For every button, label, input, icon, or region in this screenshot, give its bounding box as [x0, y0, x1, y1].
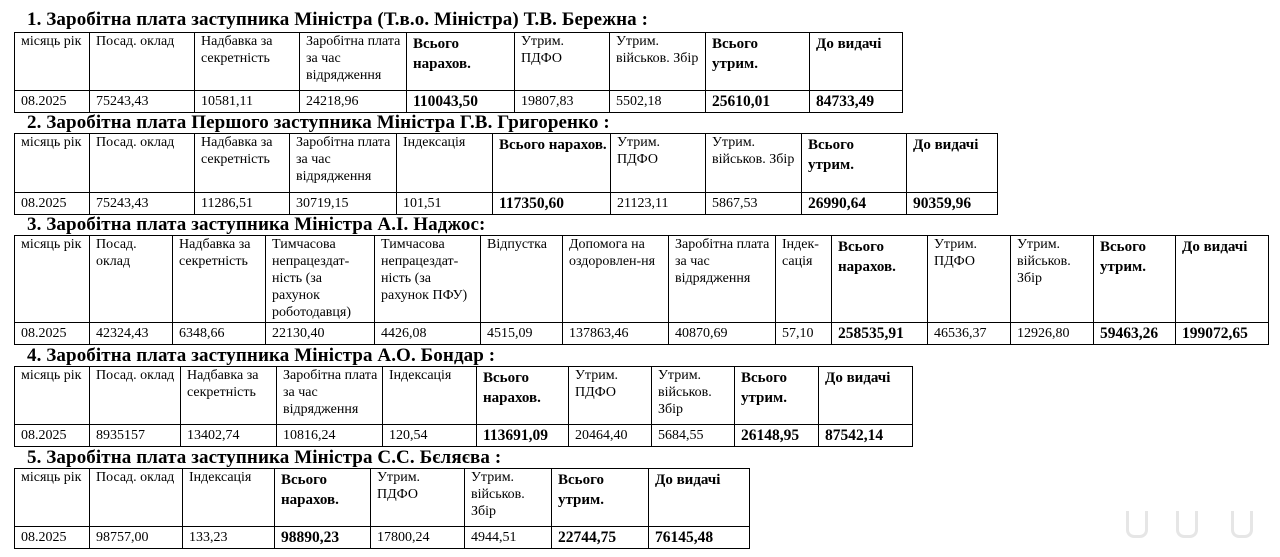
watermark-mark: [1126, 511, 1148, 538]
value-cell: 258535,91: [832, 323, 928, 345]
header-cell: Всього нарахов.: [832, 236, 928, 323]
value-cell: 22744,75: [552, 527, 649, 549]
header-cell: Утрим. ПДФО: [928, 236, 1011, 323]
header-cell: Тимчасова непрацездат-ність (за рахунок ПФУ): [375, 236, 481, 323]
value-cell: 117350,60: [493, 193, 611, 215]
header-cell: Всього нарахов.: [275, 469, 371, 527]
salary-table-1: [14, 32, 903, 113]
value-cell: 84733,49: [810, 91, 903, 113]
header-cell: Всього нарахов.: [477, 367, 569, 425]
value-cell: 98757,00: [90, 527, 183, 549]
salary-table-4: [14, 366, 913, 447]
header-cell: Посад. оклад: [90, 33, 195, 91]
salary-table-2: [14, 133, 998, 215]
value-cell: 76145,48: [649, 527, 750, 549]
value-cell: 133,23: [183, 527, 275, 549]
header-cell: місяць рік: [15, 236, 90, 323]
section-5-title: 5. Заробітна плата заступника Міністра С.С. Бєляєва :: [27, 447, 502, 468]
value-cell: 120,54: [383, 425, 477, 447]
table-row: [15, 425, 913, 447]
header-cell: Посад. оклад: [90, 469, 183, 527]
value-cell: 90359,96: [907, 193, 998, 215]
header-cell: Надбавка за секретність: [195, 33, 300, 91]
header-cell: Допомога на оздоровлен-ня: [563, 236, 669, 323]
value-cell: 08.2025: [15, 527, 90, 549]
header-cell: Надбавка за секретність: [195, 134, 290, 193]
header-cell: Надбавка за секретність: [173, 236, 266, 323]
value-cell: 57,10: [776, 323, 832, 345]
value-cell: 101,51: [397, 193, 493, 215]
value-cell: 19807,83: [515, 91, 610, 113]
header-cell: місяць рік: [15, 33, 90, 91]
value-cell: 10816,24: [277, 425, 383, 447]
value-cell: 10581,11: [195, 91, 300, 113]
value-cell: 08.2025: [15, 91, 90, 113]
watermark: [976, 507, 1266, 541]
header-cell: Посад. оклад: [90, 134, 195, 193]
header-cell: Тимчасова непрацездат-ність (за рахунок роботодавця): [266, 236, 375, 323]
header-cell: Всього нарахов.: [407, 33, 515, 91]
value-cell: 26148,95: [735, 425, 819, 447]
value-cell: 98890,23: [275, 527, 371, 549]
header-cell: Індексація: [383, 367, 477, 425]
header-cell: Заробітна плата за час відрядження: [290, 134, 397, 193]
section-2-title: 2. Заробітна плата Першого заступника Міністра Г.В. Григоренко :: [27, 112, 610, 133]
table-row: [15, 323, 1269, 345]
table-row: [15, 91, 903, 113]
value-cell: 4515,09: [481, 323, 563, 345]
section-1-title: 1. Заробітна плата заступника Міністра (Т.в.о. Міністра) Т.В. Бережна :: [27, 9, 649, 30]
value-cell: 199072,65: [1176, 323, 1269, 345]
header-cell: Всього нарахов.: [493, 134, 611, 193]
table-header-row: [15, 367, 913, 425]
value-cell: 137863,46: [563, 323, 669, 345]
header-cell: Утрим. військов. Збір: [706, 134, 802, 193]
value-cell: 12926,80: [1011, 323, 1094, 345]
header-cell: Утрим. ПДФО: [371, 469, 465, 527]
watermark-mark: [1176, 511, 1198, 538]
header-cell: Заробітна плата за час відрядження: [277, 367, 383, 425]
header-cell: Всього утрим.: [735, 367, 819, 425]
value-cell: 46536,37: [928, 323, 1011, 345]
header-cell: Посад. оклад: [90, 367, 181, 425]
value-cell: 5684,55: [652, 425, 735, 447]
value-cell: 75243,43: [90, 193, 195, 215]
value-cell: 25610,01: [706, 91, 810, 113]
table-header-row: [15, 469, 750, 527]
value-cell: 20464,40: [569, 425, 652, 447]
header-cell: Посад. оклад: [90, 236, 173, 323]
section-4-title: 4. Заробітна плата заступника Міністра А.О. Бондар :: [27, 345, 496, 366]
value-cell: 40870,69: [669, 323, 776, 345]
table-header-row: [15, 33, 903, 91]
value-cell: 42324,43: [90, 323, 173, 345]
value-cell: 59463,26: [1094, 323, 1176, 345]
value-cell: 110043,50: [407, 91, 515, 113]
header-cell: місяць рік: [15, 469, 90, 527]
table-header-row: [15, 236, 1269, 323]
header-cell: Утрим. ПДФО: [569, 367, 652, 425]
header-cell: До видачі: [819, 367, 913, 425]
value-cell: 87542,14: [819, 425, 913, 447]
header-cell: Утрим. військов. Збір: [1011, 236, 1094, 323]
salary-table-5: [14, 468, 750, 549]
table-header-row: [15, 134, 998, 193]
value-cell: 11286,51: [195, 193, 290, 215]
header-cell: Індексація: [397, 134, 493, 193]
header-cell: Всього утрим.: [552, 469, 649, 527]
header-cell: До видачі: [1176, 236, 1269, 323]
value-cell: 24218,96: [300, 91, 407, 113]
header-cell: Утрим. військов. Збір: [652, 367, 735, 425]
value-cell: 4426,08: [375, 323, 481, 345]
value-cell: 17800,24: [371, 527, 465, 549]
value-cell: 13402,74: [181, 425, 277, 447]
value-cell: 8935157: [90, 425, 181, 447]
header-cell: Заробітна плата за час відрядження: [300, 33, 407, 91]
header-cell: Утрим. військов. Збір: [465, 469, 552, 527]
value-cell: 5502,18: [610, 91, 706, 113]
value-cell: 4944,51: [465, 527, 552, 549]
header-cell: місяць рік: [15, 134, 90, 193]
header-cell: Утрим. ПДФО: [515, 33, 610, 91]
header-cell: До видачі: [810, 33, 903, 91]
value-cell: 5867,53: [706, 193, 802, 215]
value-cell: 08.2025: [15, 425, 90, 447]
value-cell: 113691,09: [477, 425, 569, 447]
value-cell: 08.2025: [15, 193, 90, 215]
value-cell: 21123,11: [611, 193, 706, 215]
header-cell: Заробітна плата за час відрядження: [669, 236, 776, 323]
value-cell: 75243,43: [90, 91, 195, 113]
header-cell: Відпустка: [481, 236, 563, 323]
value-cell: 22130,40: [266, 323, 375, 345]
value-cell: 08.2025: [15, 323, 90, 345]
section-3-title: 3. Заробітна плата заступника Міністра А.І. Наджос:: [27, 214, 486, 235]
watermark-mark: [1231, 511, 1253, 538]
value-cell: 26990,64: [802, 193, 907, 215]
table-row: [15, 527, 750, 549]
header-cell: Всього утрим.: [802, 134, 907, 193]
header-cell: Утрим. ПДФО: [611, 134, 706, 193]
value-cell: 30719,15: [290, 193, 397, 215]
header-cell: Індексація: [183, 469, 275, 527]
value-cell: 6348,66: [173, 323, 266, 345]
header-cell: До видачі: [907, 134, 998, 193]
header-cell: До видачі: [649, 469, 750, 527]
header-cell: Утрим. військов. Збір: [610, 33, 706, 91]
salary-table-3: [14, 235, 1269, 345]
header-cell: Індек-сація: [776, 236, 832, 323]
header-cell: Всього утрим.: [706, 33, 810, 91]
table-row: [15, 193, 998, 215]
header-cell: Надбавка за секретність: [181, 367, 277, 425]
header-cell: Всього утрим.: [1094, 236, 1176, 323]
header-cell: місяць рік: [15, 367, 90, 425]
